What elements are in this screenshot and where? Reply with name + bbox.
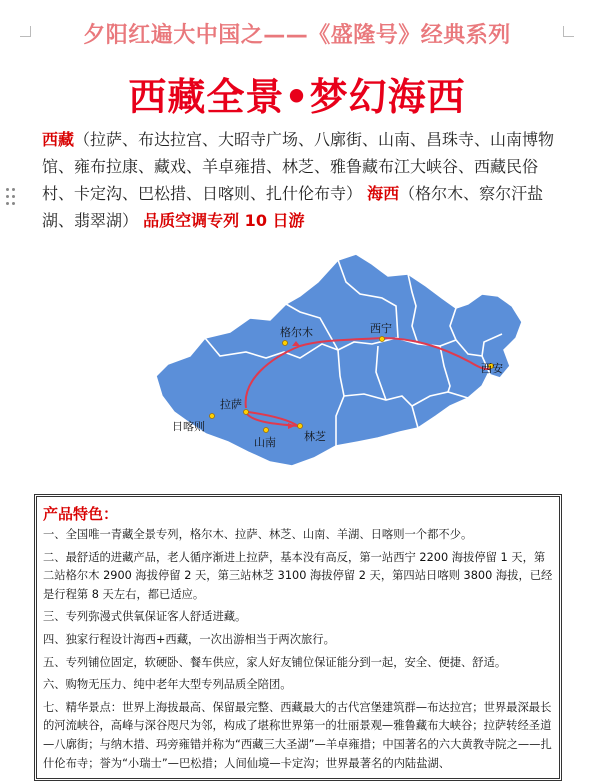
tibet-sites: （拉萨、布达拉宫、大昭寺广场、八廓街、山南、昌珠寺、山南博物馆、雍布拉康、藏戏、羊卓雍措、林芝、雅鲁藏布江大峡谷、西藏民俗村、卡定沟、巴松措、日喀则、扎什伦布寺） <box>42 130 555 203</box>
map-label-golmud: 格尔木 <box>280 326 313 339</box>
route-map <box>150 246 530 496</box>
map-label-nyingchi: 林芝 <box>304 430 326 443</box>
series-title: 夕阳红遍大中国之——《盛隆号》经典系列 <box>83 23 511 48</box>
drag-handle-icon[interactable] <box>6 188 18 208</box>
feature-item: 七、精华景点：世界上海拔最高、保留最完整、西藏最大的古代宫堡建筑群—布达拉宫；世界最深最长的河流峡谷，高峰与深谷咫尺为邻，构成了堪称世界第一的壮丽景观—雅鲁藏布大峡谷；拉萨转经圣道—八廓街；与纳木措、玛旁雍错并称为“西藏三大圣湖”—羊卓雍措；中国著名的六大黄教寺院之——扎什伦布寺；誉为“小瑞士”—巴松措；人间仙境—卡定沟；世界最著名的内陆盐湖、 <box>43 700 552 770</box>
tour-label: 品质空调专列 10 日游 <box>143 211 305 230</box>
feature-item: 一、全国唯一青藏全景专列，格尔木、拉萨、林芝、山南、羊湖、日喀则一个都不少。 <box>43 528 473 541</box>
map-label-lhasa: 拉萨 <box>220 398 242 411</box>
haixi-sites: （格尔木、察尔汗盐湖、翡翠湖） <box>42 184 544 230</box>
map-dot-lhasa <box>244 410 249 415</box>
product-features-box <box>34 494 562 781</box>
map-dot-xining <box>380 337 385 342</box>
map-label-shigatse: 日喀则 <box>172 420 205 433</box>
feature-item: 三、专列弥漫式供氧保证客人舒适进藏。 <box>43 610 247 624</box>
map-label-xian: 西安 <box>481 362 503 375</box>
feature-item: 四、独家行程设计海西+西藏，一次出游相当于两次旅行。 <box>43 632 335 646</box>
map-label-shannan: 山南 <box>254 436 276 449</box>
map-dot-golmud <box>283 341 288 346</box>
features-title: 产品特色： <box>43 505 119 523</box>
map-dot-shigatse <box>210 414 215 419</box>
map-dot-shannan <box>264 428 269 433</box>
intro-paragraph <box>42 126 560 234</box>
haixi-label: 海西 <box>367 184 400 203</box>
main-title: 西藏全景•梦幻海西 <box>128 75 466 119</box>
map-label-xining: 西宁 <box>370 322 392 335</box>
tibet-label: 西藏 <box>42 130 75 149</box>
feature-item: 五、专列铺位固定，软硬卧、餐车供应，家人好友铺位保证能分到一起，安全、便捷、舒适。 <box>43 655 507 669</box>
feature-item: 六、购物无压力、纯中老年大型专列品质全陪团。 <box>43 678 292 692</box>
map-dot-nyingchi <box>298 424 303 429</box>
feature-item: 二、最舒适的进藏产品，老人循序渐进上拉萨，基本没有高反，第一站西宁 2200 海拔停留 1 天，第二站格尔木 2900 海拔停留 2 天，第三站林芝 3100 海拔停留 2 天，第四站日喀则 3800 海拔，已经是行程第 8 天左右，都已适应。 <box>43 550 553 601</box>
